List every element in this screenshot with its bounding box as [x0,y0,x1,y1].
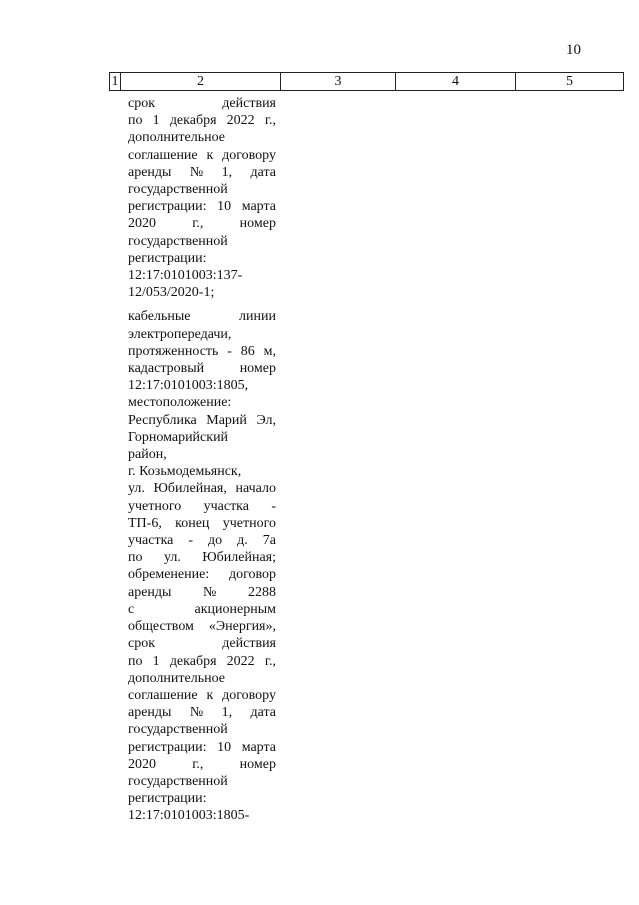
column-header-2: 2 [121,73,281,91]
text-line: обременение: договор [128,567,276,583]
text-line: по 1 декабря 2022 г., [128,113,276,129]
column-2-text [128,95,276,832]
column-header-table [109,72,624,91]
column-header-3: 3 [281,73,396,91]
text-line: соглашение к договору [128,687,276,703]
text-line: ул. Юбилейная, начало [128,481,276,497]
text-line: кабельные линии [128,309,276,325]
text-line: кадастровый номер [128,361,276,377]
column-header-row [110,73,624,91]
text-line: дополнительное [128,670,225,686]
page-number: 10 [566,42,581,58]
text-line: государственной [128,722,228,738]
text-line: с акционерным [128,601,276,617]
text-line: 2020 г., номер [128,756,276,772]
text-line: Республика Марий Эл, [128,412,276,428]
text-line: государственной [128,233,228,249]
text-line: протяженность - 86 м, [128,343,276,359]
text-line: государственной [128,182,228,198]
text-line: соглашение к договору [128,147,276,163]
text-line: 12/053/2020-1; [128,285,215,301]
column-header-5: 5 [516,73,624,91]
text-line: ТП-6, конец учетного [128,515,276,531]
text-line: регистрации: 10 марта [128,199,276,215]
text-line: электропередачи, [128,326,232,342]
text-line: 12:17:0101003:1805, [128,378,249,394]
text-line: аренды № 2288 [128,584,276,600]
text-line: регистрации: [128,250,207,266]
text-line: 12:17:0101003:1805- [128,808,250,824]
text-line: государственной [128,773,228,789]
text-line: по ул. Юбилейная; [128,550,276,566]
text-line: район, [128,447,167,463]
text-line: по 1 декабря 2022 г., [128,653,276,669]
text-line: Горномарийский [128,429,229,445]
paragraph [128,308,276,824]
text-line: срок действия [128,96,276,111]
text-line: местоположение: [128,395,232,411]
text-line: участка - до д. 7а [128,533,276,549]
text-line: учетного участка - [128,498,276,514]
paragraph [128,95,276,301]
text-line: срок действия [128,636,276,652]
text-line: дополнительное [128,130,225,146]
column-header-1: 1 [111,73,119,89]
text-line: регистрации: 10 марта [128,739,276,755]
text-line: аренды № 1, дата [128,164,276,180]
text-line: 2020 г., номер [128,216,276,232]
text-line: 12:17:0101003:137- [128,268,243,284]
column-header-4: 4 [396,73,516,91]
text-line: аренды № 1, дата [128,705,276,721]
text-line: обществом «Энергия», [128,619,276,635]
text-line: регистрации: [128,791,207,807]
text-line: г. Козьмодемьянск, [128,464,242,480]
